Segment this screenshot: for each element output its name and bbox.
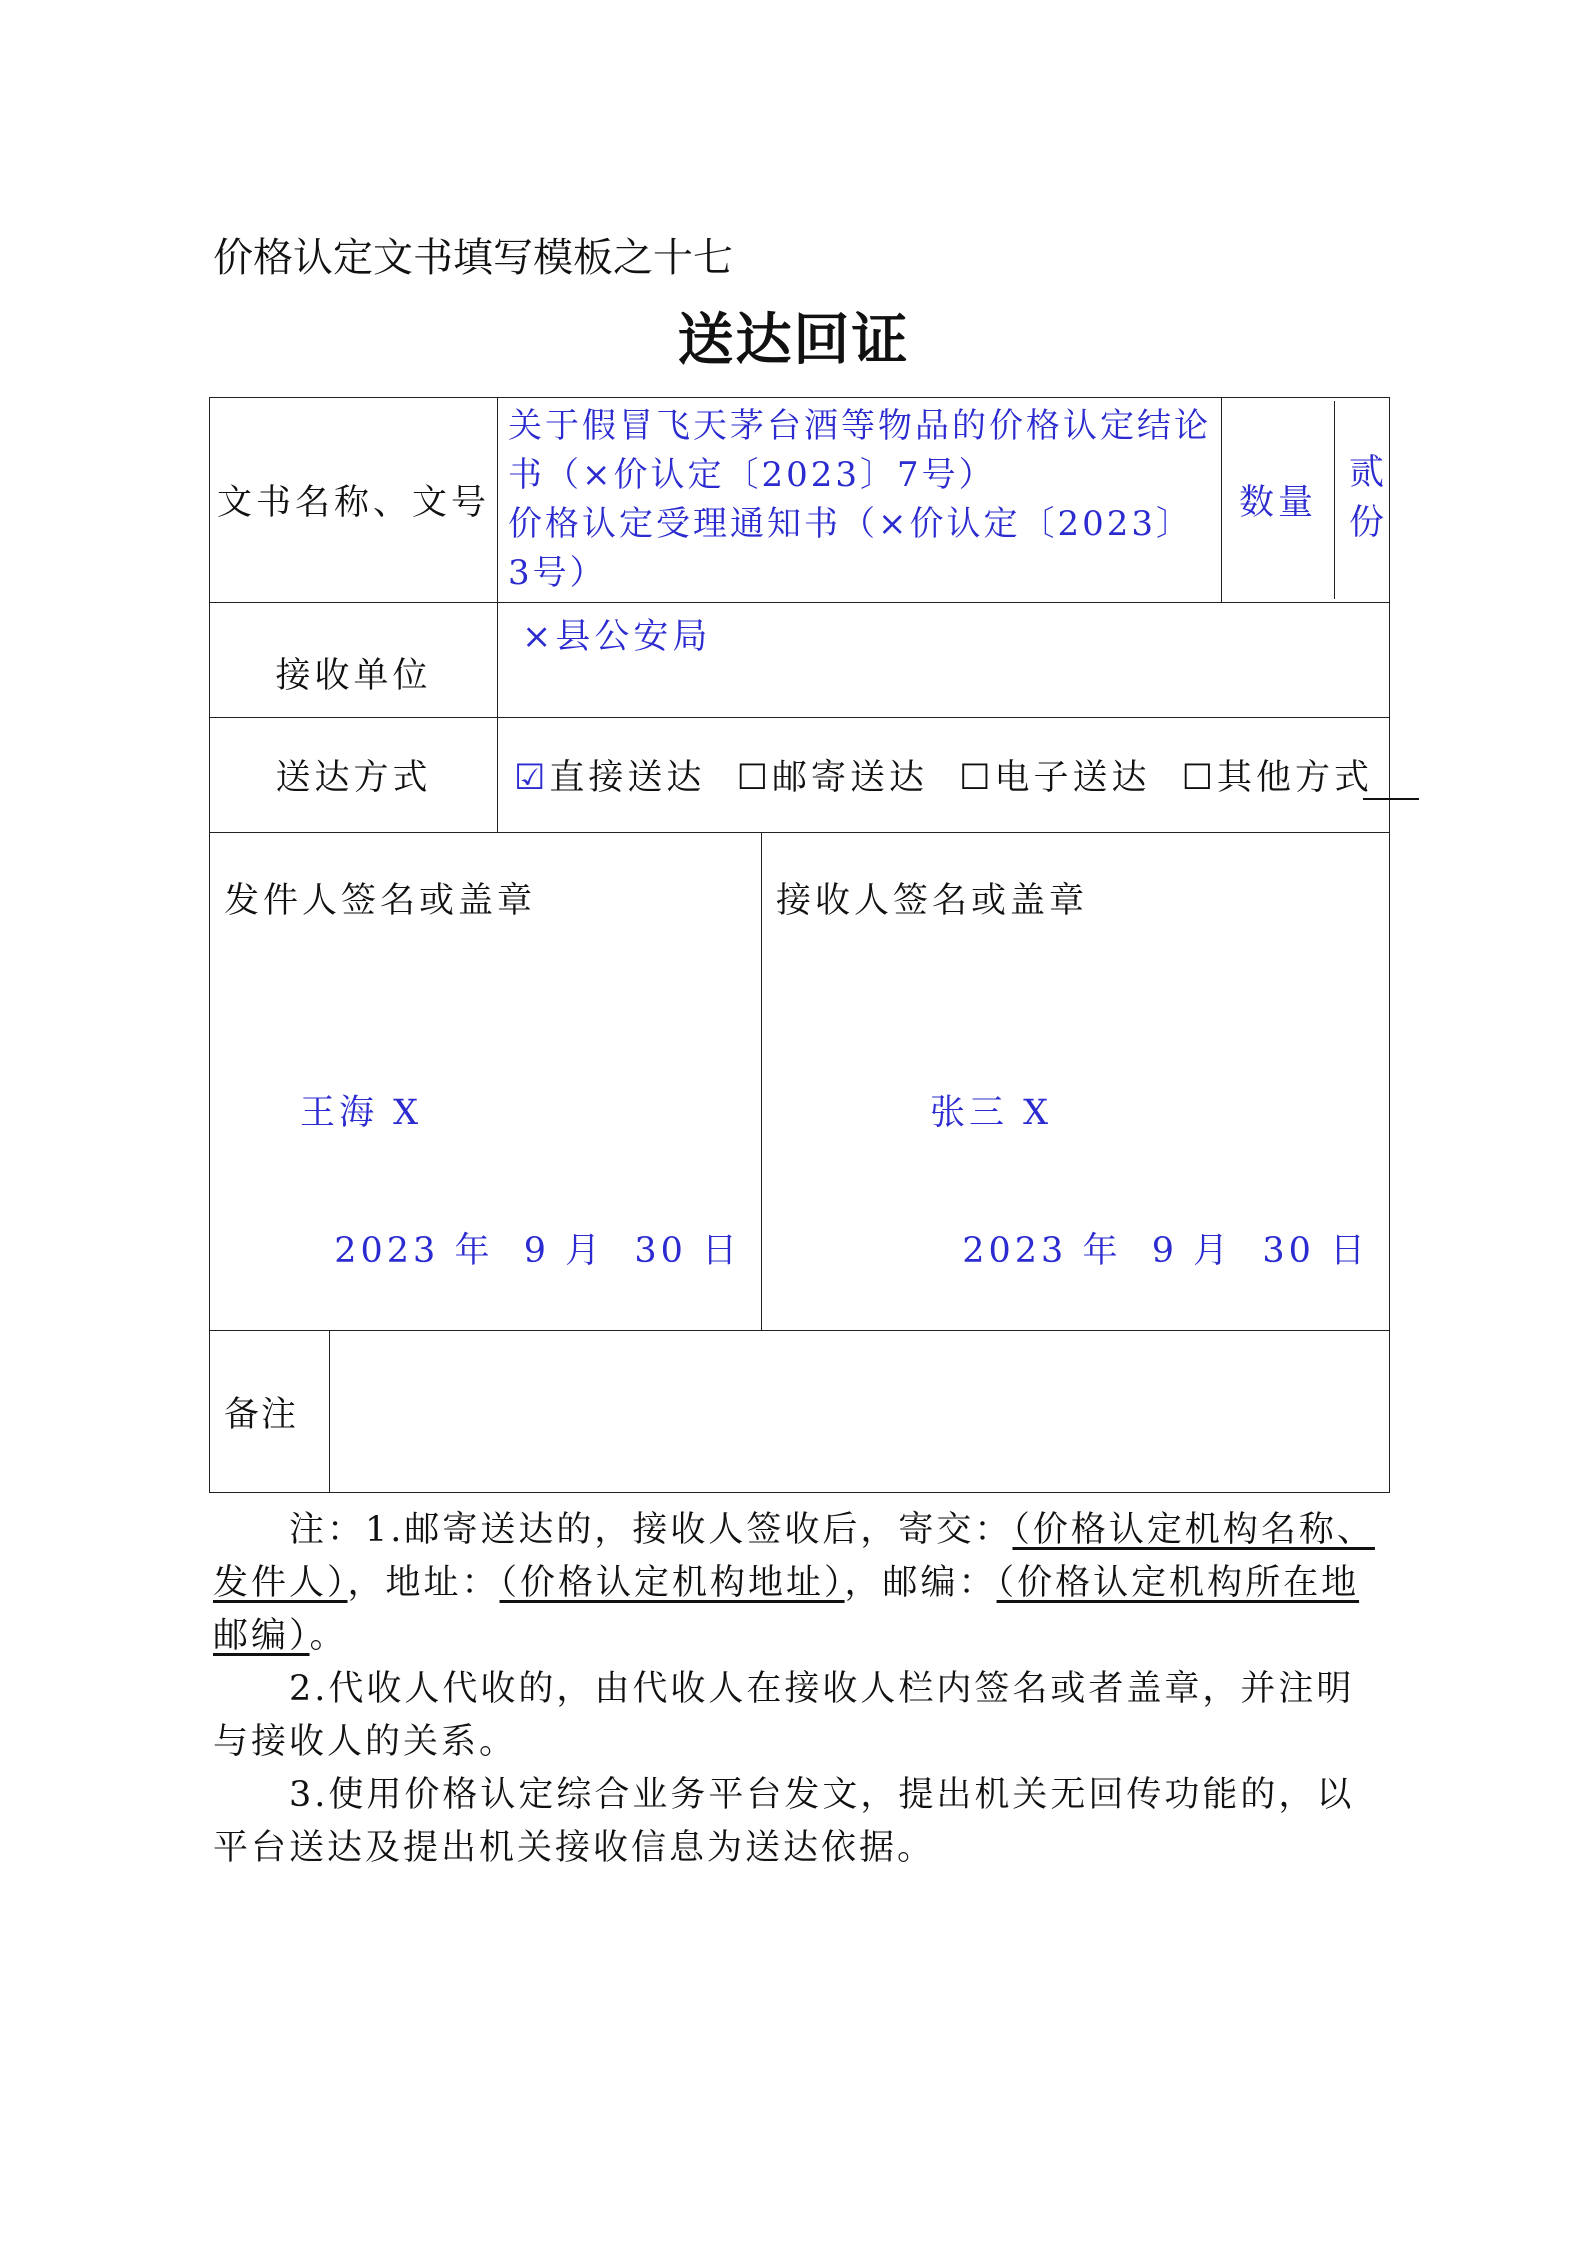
doc-name-cell xyxy=(498,398,1222,603)
row-unit xyxy=(210,603,1390,718)
checkbox-icon[interactable]: ☐ xyxy=(1181,758,1218,798)
method-electronic[interactable] xyxy=(959,758,1150,798)
receiver-cell xyxy=(762,833,1390,1331)
qty-cell xyxy=(1222,398,1390,603)
note-1-address-label: ，地址： xyxy=(347,1563,500,1603)
sender-cell xyxy=(210,833,762,1331)
row-remark xyxy=(210,1331,1390,1493)
doc-name-1: 关于假冒飞天茅台酒等物品的价格认定结论书（×价认定〔2023〕7号） xyxy=(508,406,1212,495)
unit-value[interactable]: ×县公安局 xyxy=(498,603,1390,718)
sender-date[interactable]: 2023 年 9 月 30 日 xyxy=(334,1231,742,1271)
doc-name-text xyxy=(508,402,1211,598)
note-1 xyxy=(213,1504,1391,1663)
unit-label: 接收单位 xyxy=(210,603,498,718)
method-direct[interactable] xyxy=(514,758,705,798)
row-signatures xyxy=(210,833,1390,1331)
doc-name-2: 价格认定受理通知书（×价认定〔2023〕3号） xyxy=(508,504,1194,593)
checkbox-icon[interactable]: ☐ xyxy=(736,758,772,798)
row-document xyxy=(210,398,1390,603)
receiver-label: 接收人签名或盖章 xyxy=(776,881,1089,921)
checkbox-icon[interactable]: ☐ xyxy=(959,758,995,798)
other-method-blank[interactable] xyxy=(1363,768,1419,800)
template-heading: 价格认定文书填写模板之十七 xyxy=(213,235,733,281)
sender-signature[interactable]: 王海 X xyxy=(300,1093,423,1133)
note-1-prefix: 注：1.邮寄送达的，接收人签收后，寄交： xyxy=(289,1510,1013,1550)
checkbox-checked-icon[interactable]: ☑ xyxy=(514,758,550,798)
qty-label: 数量 xyxy=(1222,401,1335,599)
delivery-receipt-form xyxy=(209,397,1390,1493)
method-mail-label: 邮寄送达 xyxy=(771,758,928,798)
note-1-postcode-label: ，邮编： xyxy=(844,1563,997,1603)
remark-label: 备注 xyxy=(210,1331,330,1493)
note-3: 3.使用价格认定综合业务平台发文，提出机关无回传功能的，以平台送达及提出机关接收信息为送达依据。 xyxy=(213,1775,1355,1868)
note-1-address: （价格认定机构地址） xyxy=(499,1563,845,1603)
note-1-end: 。 xyxy=(309,1616,348,1656)
method-mail[interactable] xyxy=(737,758,928,798)
receiver-date[interactable]: 2023 年 9 月 30 日 xyxy=(962,1231,1370,1271)
note-1-recipient: （价格认定机构名称、发件人） xyxy=(213,1510,1375,1603)
document-title: 送达回证 xyxy=(677,307,910,373)
row-method xyxy=(210,718,1390,833)
method-electronic-label: 电子送达 xyxy=(994,758,1151,798)
method-other[interactable] xyxy=(1182,758,1435,798)
method-label: 送达方式 xyxy=(210,718,498,833)
note-1-postcode: （价格认定机构所在地邮编） xyxy=(213,1563,1360,1656)
remark-value[interactable] xyxy=(330,1331,1390,1493)
doc-name-label: 文书名称、文号 xyxy=(210,398,498,603)
method-direct-label: 直接送达 xyxy=(549,758,706,798)
qty-value: 贰份 xyxy=(1349,453,1389,543)
footnotes xyxy=(213,1504,1391,1875)
note-2: 2.代收人代收的，由代收人在接收人栏内签名或者盖章，并注明与接收人的关系。 xyxy=(213,1669,1355,1762)
sender-label: 发件人签名或盖章 xyxy=(224,881,537,921)
receiver-signature[interactable]: 张三 X xyxy=(930,1093,1053,1133)
method-other-label: 其他方式 xyxy=(1217,758,1374,798)
method-options xyxy=(498,718,1390,833)
